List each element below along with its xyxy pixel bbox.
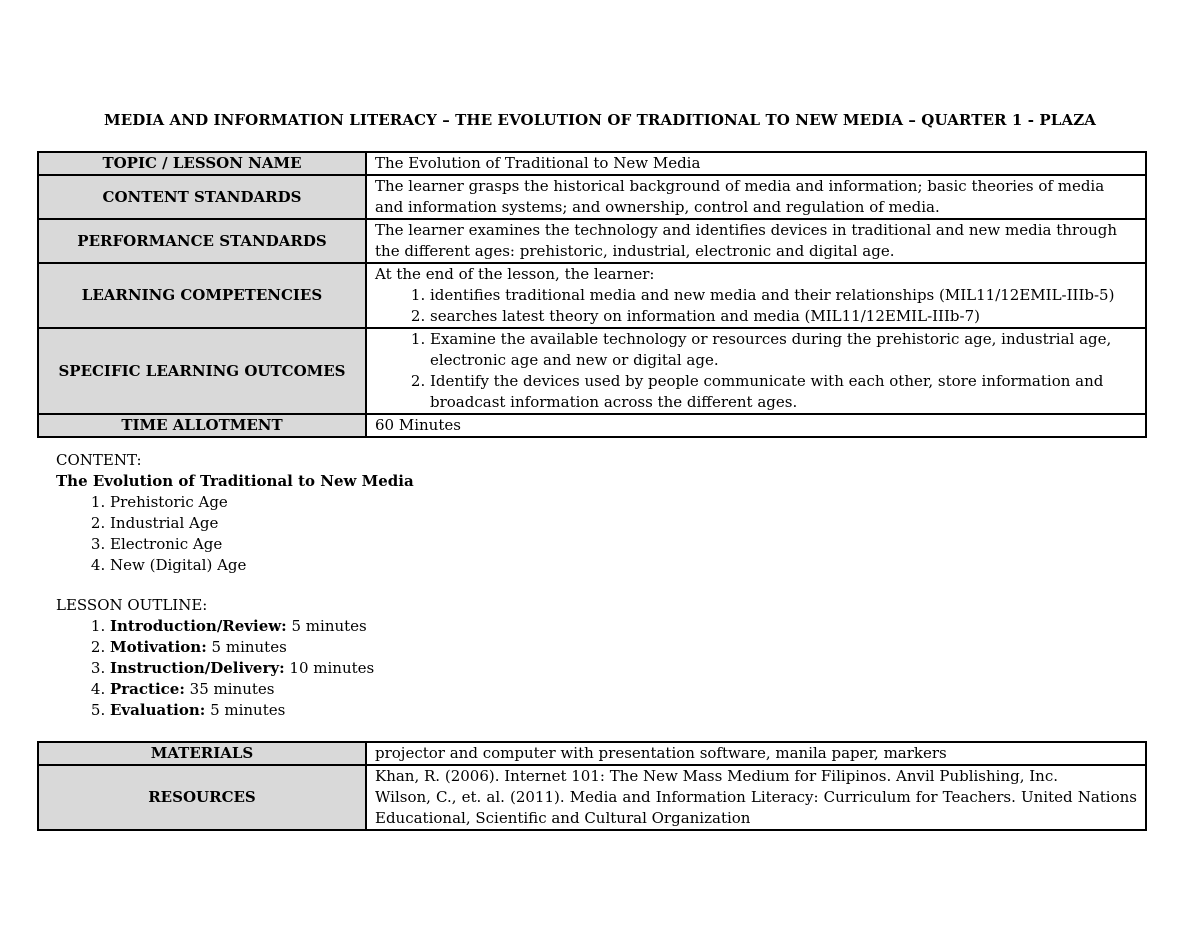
- table-row: [38, 414, 1146, 437]
- table-row: [38, 175, 1146, 219]
- list-item: 1. identifies traditional media and new media and their relationships (MIL11/12EMIL-IIIb-5): [430, 285, 1137, 306]
- list-item: 2. Identify the devices used by people communicate with each other, store information and broadcast information across the different ages.: [430, 371, 1137, 413]
- outline-heading: LESSON OUTLINE:: [56, 596, 208, 614]
- topic-value: The Evolution of Traditional to New Media: [366, 152, 1146, 175]
- content-subheading: The Evolution of Traditional to New Media: [56, 472, 414, 490]
- content-section: [56, 450, 414, 576]
- content-list: [56, 492, 414, 576]
- outline-item-value: 5 minutes: [210, 701, 286, 719]
- list-item: 2. searches latest theory on information and media (MIL11/12EMIL-IIIb-7): [430, 306, 1137, 327]
- outline-item-label: Introduction/Review:: [110, 617, 287, 635]
- list-item: 2. Industrial Age: [110, 513, 414, 534]
- table-row: [38, 152, 1146, 175]
- list-item: [110, 637, 374, 658]
- performance-standards-label: PERFORMANCE STANDARDS: [38, 219, 366, 263]
- table-row: [38, 328, 1146, 414]
- outline-item-label: Instruction/Delivery:: [110, 659, 285, 677]
- specific-outcomes-label: SPECIFIC LEARNING OUTCOMES: [38, 328, 366, 414]
- document-title: MEDIA AND INFORMATION LITERACY – THE EVOLUTION OF TRADITIONAL TO NEW MEDIA – QUARTER 1 - PLAZA: [104, 111, 1096, 129]
- outline-item-value: 5 minutes: [291, 617, 367, 635]
- content-standards-label: CONTENT STANDARDS: [38, 175, 366, 219]
- table-row: [38, 263, 1146, 328]
- materials-value: projector and computer with presentation software, manila paper, markers: [366, 742, 1146, 765]
- resource-line: Khan, R. (2006). Internet 101: The New Mass Medium for Filipinos. Anvil Publishing, Inc.: [375, 767, 1059, 785]
- list-item: 4. New (Digital) Age: [110, 555, 414, 576]
- materials-table: [37, 741, 1147, 831]
- outline-item-label: Evaluation:: [110, 701, 206, 719]
- table-row: [38, 765, 1146, 830]
- performance-standards-value: The learner examines the technology and identifies devices in traditional and new media through the different ages: prehistoric, industrial, electronic and digital age.: [366, 219, 1146, 263]
- list-item: [110, 700, 374, 721]
- outline-item-value: 5 minutes: [211, 638, 287, 656]
- resource-line: Educational, Scientific and Cultural Organization: [375, 809, 751, 827]
- list-item: [110, 616, 374, 637]
- competencies-intro: At the end of the lesson, the learner:: [375, 265, 655, 283]
- list-item: 1. Examine the available technology or resources during the prehistoric age, industrial age, electronic age and new or digital age.: [430, 329, 1137, 371]
- lesson-info-table: [37, 151, 1147, 438]
- lesson-outline-section: [56, 595, 374, 721]
- specific-outcomes-value: [366, 328, 1146, 414]
- outcomes-list: [375, 329, 1137, 413]
- time-allotment-value: 60 Minutes: [366, 414, 1146, 437]
- competencies-list: [375, 285, 1137, 327]
- learning-competencies-value: [366, 263, 1146, 328]
- topic-label: TOPIC / LESSON NAME: [38, 152, 366, 175]
- list-item: 3. Electronic Age: [110, 534, 414, 555]
- list-item: 1. Prehistoric Age: [110, 492, 414, 513]
- outline-item-label: Motivation:: [110, 638, 207, 656]
- outline-item-value: 10 minutes: [289, 659, 375, 677]
- materials-label: MATERIALS: [38, 742, 366, 765]
- list-item: [110, 658, 374, 679]
- table-row: [38, 742, 1146, 765]
- resource-line: Wilson, C., et. al. (2011). Media and Information Literacy: Curriculum for Teachers. United Nations: [375, 788, 1137, 806]
- outline-item-label: Practice:: [110, 680, 185, 698]
- content-heading: CONTENT:: [56, 451, 142, 469]
- table-row: [38, 219, 1146, 263]
- content-standards-value: The learner grasps the historical background of media and information; basic theories of media and information systems; and ownership, control and regulation of media.: [366, 175, 1146, 219]
- learning-competencies-label: LEARNING COMPETENCIES: [38, 263, 366, 328]
- resources-label: RESOURCES: [38, 765, 366, 830]
- time-allotment-label: TIME ALLOTMENT: [38, 414, 366, 437]
- list-item: [110, 679, 374, 700]
- outline-item-value: 35 minutes: [189, 680, 275, 698]
- resources-value: [366, 765, 1146, 830]
- outline-list: [56, 616, 374, 721]
